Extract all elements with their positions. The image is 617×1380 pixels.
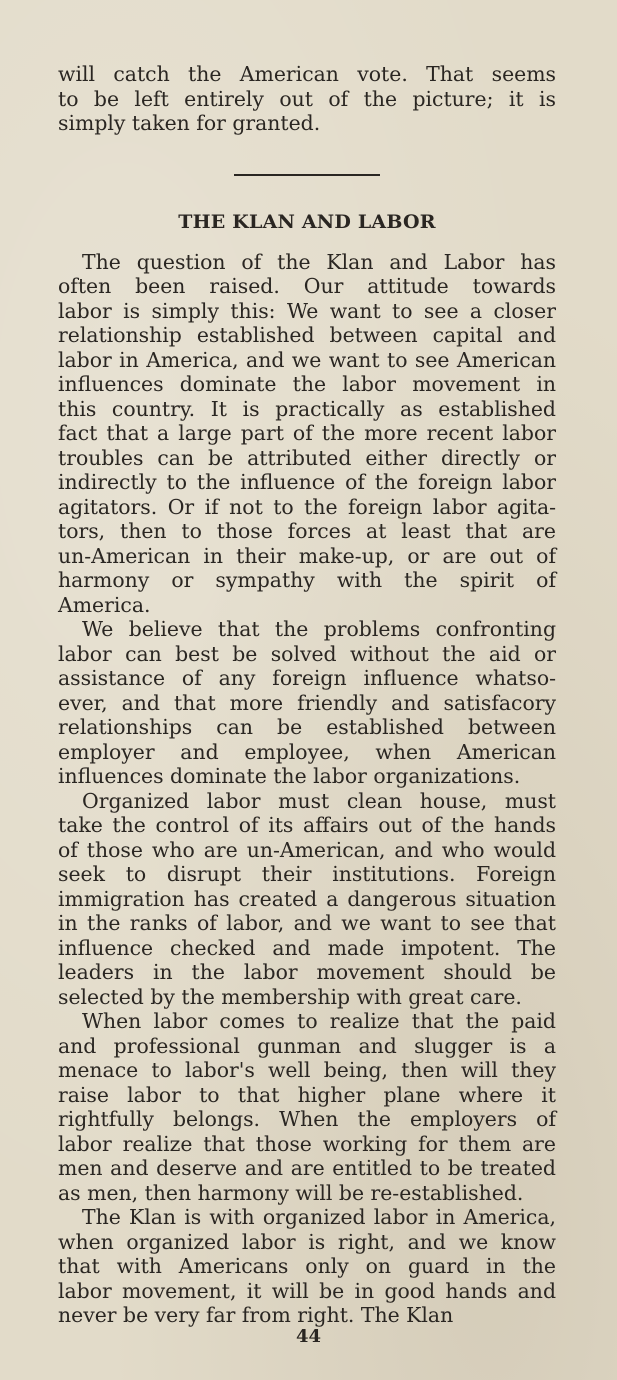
body-paragraph (58, 1009, 556, 1205)
text-line: We believe that the problems confronting (82, 617, 556, 641)
text-line: when organized labor is right, and we know (58, 1229, 556, 1254)
body-paragraph (58, 789, 556, 1010)
text-line: of those who are un-American, and who would (58, 837, 556, 862)
text-line: leaders in the labor movement should be (58, 960, 556, 984)
text-line: that with Americans only on guard in the (58, 1254, 556, 1278)
text-line: labor movement, it will be in good hands and (58, 1278, 556, 1303)
text-line: and professional gunman and slugger is a (58, 1033, 556, 1058)
text-line: never be very far from right. The Klan (58, 1303, 454, 1327)
text-line: influences dominate the labor organizations. (58, 764, 521, 788)
text-line: ever, and that more friendly and satisfacory (58, 690, 556, 715)
text-line: in the ranks of labor, and we want to see that (58, 911, 556, 935)
body-paragraph (58, 617, 556, 789)
text-line: labor in America, and we want to see American (58, 347, 556, 372)
body-paragraph (58, 250, 556, 618)
text-line: troubles can be attributed either directly or (58, 445, 556, 470)
text-line: indirectly to the influence of the foreign labor (58, 470, 556, 494)
text-line: When labor comes to realize that the paid (82, 1009, 556, 1033)
text-column (58, 62, 556, 1328)
text-line: harmony or sympathy with the spirit of (58, 568, 556, 592)
text-line: selected by the membership with great care. (58, 984, 522, 1009)
text-line: influences dominate the labor movement in (58, 372, 556, 396)
text-line: take the control of its affairs out of the hands (58, 813, 556, 837)
text-line: employer and employee, when American (58, 739, 556, 764)
text-line: will catch the American vote. That seems (58, 62, 556, 86)
text-line: un-American in their make-up, or are out of (58, 543, 556, 568)
text-line: raise labor to that higher plane where it (58, 1082, 556, 1107)
text-line: simply taken for granted. (58, 111, 321, 135)
body-text (58, 250, 556, 1328)
text-line: menace to labor's well being, then will they (58, 1058, 556, 1082)
text-line: tors, then to those forces at least that are (58, 519, 556, 543)
section-divider (234, 174, 380, 176)
text-line: Organized labor must clean house, must (82, 788, 556, 813)
text-line: this country. It is practically as established (58, 396, 556, 421)
text-line: relationship established between capital and (58, 323, 556, 347)
text-line: seek to disrupt their institutions. Foreign (58, 862, 556, 886)
text-line: The question of the Klan and Labor has (82, 249, 556, 274)
text-line: assistance of any foreign influence whatso- (58, 666, 556, 690)
text-line: to be left entirely out of the picture; it is (58, 86, 556, 111)
text-line: labor is simply this: We want to see a closer (58, 298, 556, 323)
text-line: often been raised. Our attitude towards (58, 274, 556, 298)
text-line: fact that a large part of the more recent labor (58, 421, 556, 445)
text-line: agitators. Or if not to the foreign labor agita- (58, 494, 556, 519)
text-line: rightfully belongs. When the employers of (58, 1107, 556, 1131)
section-heading: THE KLAN AND LABOR (178, 210, 436, 233)
page-number: 44 (295, 1326, 322, 1347)
text-line: The Klan is with organized labor in America, (82, 1205, 556, 1229)
text-line: labor can best be solved without the aid or (58, 641, 556, 666)
text-line: relationships can be established between (58, 715, 556, 739)
text-line: influence checked and made impotent. The (58, 935, 556, 960)
body-paragraph (58, 1205, 556, 1328)
text-line: men and deserve and are entitled to be treated (58, 1156, 556, 1180)
text-line: as men, then harmony will be re-established. (58, 1180, 524, 1205)
text-line: labor realize that those working for them are (58, 1131, 556, 1156)
text-line: America. (58, 592, 151, 617)
intro-paragraph (58, 62, 556, 136)
text-line: immigration has created a dangerous situation (58, 886, 556, 911)
